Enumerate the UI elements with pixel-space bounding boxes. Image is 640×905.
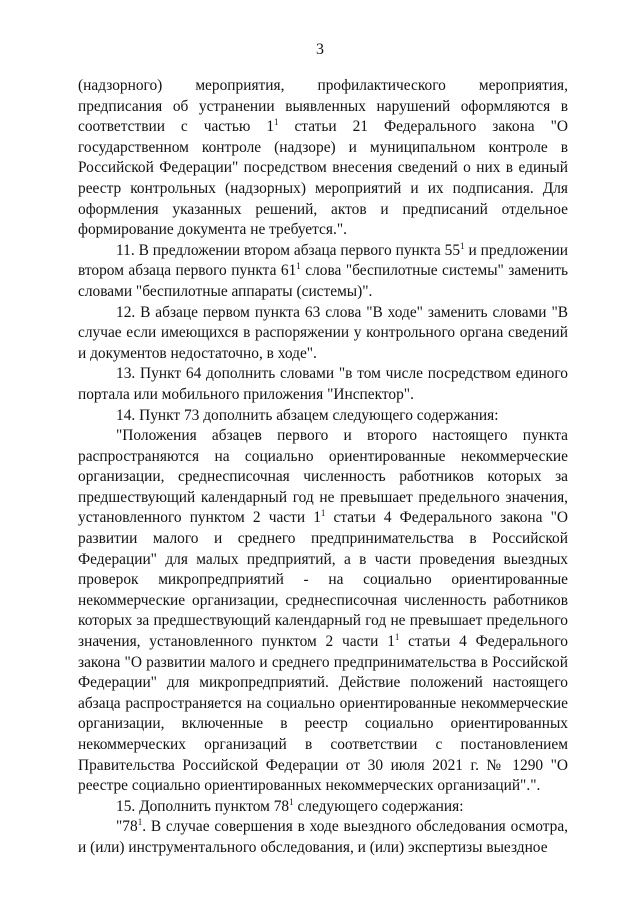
page-number: 3 xyxy=(316,41,324,58)
document-body xyxy=(78,76,568,859)
paragraph-item-11: 11. В предложении втором абзаца первого пункта $55^1$ и предложении втором абзаца первого пункта $61^1$ слова "беспилотные системы" заменить словами "беспилотные аппараты (системы)". xyxy=(78,240,569,300)
paragraph-quoted-addition: "Положения абзацев первого и второго настоящего пункта распространяются на социально ориентированные некоммерческие организации, среднесписочная численность работников которых за предшествующий календарный год не превышает предельного значения, установленного пунктом 2 части $1^1$ статьи 4 Федерального закона "О развитии малого и среднего предпринимательства в Российской Федерации" для малых предприятий, а в части проведения выездных проверок микропредприятий - на социально ориентированные некоммерческие организации, среднесписочная численность работников которых за предшествующий календарный год не превышает предельного значения, установленного пунктом 2 части $1^1$ статьи 4 Федерального закона "О развитии малого и среднего предпринимательства в Российской Федерации" для микропредприятий. Действие положений настоящего абзаца распространяется на социально ориентированные некоммерческие организации, включенные в реестр социально ориентированных некоммерческих организаций в соответствии с постановлением Правительства Российской Федерации от 30 июля 2021 г. № 1290 "О реестре социально ориентированных некоммерческих организаций".". xyxy=(78,427,569,795)
paragraph-item-12: 12. В абзаце первом пункта 63 слова "В ходе" заменить словами "В случае если имеющихся в распоряжении у контрольного органа сведений и документов недостаточно, в ходе". xyxy=(78,303,568,362)
paragraph-continuation: (надзорного) мероприятия, профилактического мероприятия, предписания об устранении выявленных нарушений оформляются в соответствии с частью $1^1$ статьи 21 Федерального закона "О государственном контроле (надзоре) и муниципальном контроле в Российской Федерации" посредством внесения сведений о них в единый реестр контрольных (надзорных) мероприятий и их подписания. Для оформления указанных решений, актов и предписаний отдельное формирование документа не требуется.". xyxy=(78,77,568,239)
paragraph-item-13: 13. Пункт 64 дополнить словами "в том числе посредством единого портала или мобильного приложения "Инспектор". xyxy=(78,365,568,403)
paragraph-item-15: 15. Дополнить пунктом $78^1$ следующего содержания: xyxy=(116,796,464,815)
paragraph-item-14: 14. Пункт 73 дополнить абзацем следующего содержания: xyxy=(116,406,499,424)
paragraph-point-78-1: "$78^1$. В случае совершения в ходе выездного обследования осмотра, и (или) инструментального обследования, и (или) экспертизы выездное xyxy=(78,817,568,856)
